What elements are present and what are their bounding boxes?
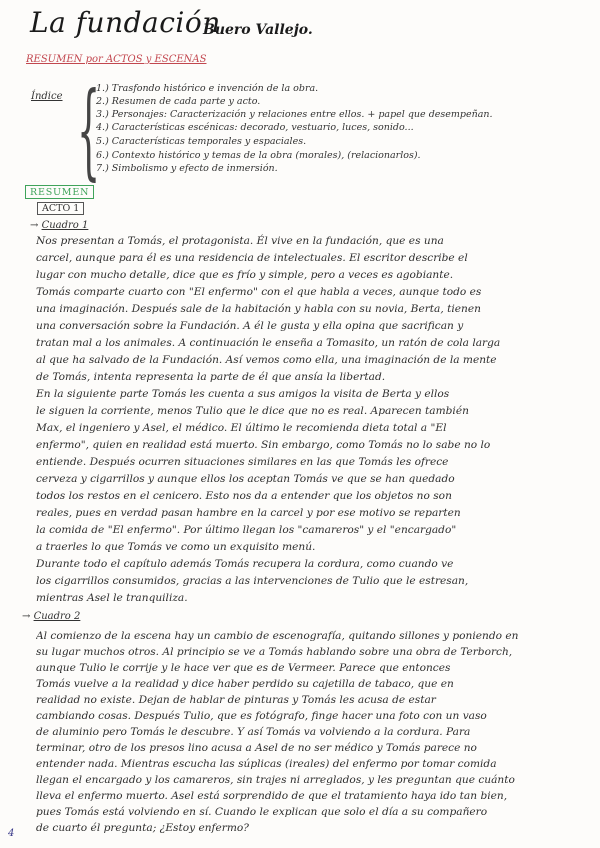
text-line: una conversación sobre la Fundación. A él le gusta y ella opina que sacrifican y [36, 320, 464, 332]
index-item: 2.) Resumen de cada parte y acto. [96, 96, 261, 107]
index-label: Índice [31, 91, 63, 102]
page-title: La fundación [30, 6, 221, 39]
text-line: una imaginación. Después sale de la habitación y habla con su novia, Berta, tienen [36, 303, 481, 315]
text-line: la comida de "El enfermo". Por último llegan los "camareros" y el "encargado" [36, 524, 457, 536]
text-line: Max, el ingeniero y Asel, el médico. El último le recomienda dieta total a "El [36, 422, 447, 434]
text-line: cambiando cosas. Después Tulio, que es fotógrafo, finge hacer una foto con un vaso [36, 710, 487, 722]
text-line: todos los restos en el cenicero. Esto nos da a entender que los objetos no son [36, 490, 452, 502]
text-line: realidad no existe. Dejan de hablar de pinturas y Tomás les acusa de estar [36, 694, 436, 706]
text-line: aunque Tulio le corrije y le hace ver que es de Vermeer. Parece que entonces [36, 662, 451, 674]
index-item: 7.) Simbolismo y efecto de inmersión. [96, 163, 278, 174]
subheading: RESUMEN por ACTOS y ESCENAS [26, 54, 207, 65]
index-item: 1.) Trasfondo histórico e invención de la obra. [96, 83, 319, 94]
index-item: 3.) Personajes: Caracterización y relaciones entre ellos. + papel que desempeñan. [96, 109, 493, 120]
section-label-resumen: RESUMEN [25, 185, 94, 199]
index-item: 4.) Características escénicas: decorado, vestuario, luces, sonido... [96, 122, 414, 133]
text-line: los cigarrillos consumidos, gracias a las intervenciones de Tulio que le estresan, [36, 575, 469, 587]
text-line: de aluminio pero Tomás le descubre. Y así Tomás va volviendo a la cordura. Para [36, 726, 471, 738]
scene-heading-2 [22, 611, 80, 622]
text-line: lugar con mucho detalle, dice que es frío y simple, pero a veces es agobiante. [36, 269, 454, 281]
margin-mark: 4 [8, 828, 15, 839]
index-item: 5.) Características temporales y espaciales. [96, 136, 307, 147]
text-line: lleva el enfermo muerto. Asel está sorprendido de que el tratamiento haya ido tan bien, [36, 790, 508, 802]
index-item: 6.) Contexto histórico y temas de la obra (morales), (relacionarlos). [96, 150, 421, 161]
text-line: Tomás vuelve a la realidad y dice haber perdido su cajetilla de tabaco, que en [36, 678, 454, 690]
text-line: al que ha salvado de la Fundación. Así vemos como ella, una imaginación de la mente [36, 354, 497, 366]
arrow-icon: → [30, 220, 42, 231]
text-line: cerveza y cigarrillos y aunque ellos los aceptan Tomás ve que se han quedado [36, 473, 455, 485]
text-line: a traerles lo que Tomás ve como un exquisito menú. [36, 541, 316, 553]
index-brace: { [77, 69, 101, 191]
text-line: su lugar muchos otros. Al principio se ve a Tomás hablando sobre una obra de Terborch, [36, 646, 513, 658]
text-line: enfermo", quien en realidad está muerto. Sin embargo, como Tomás no lo sabe no lo [36, 439, 491, 451]
text-line: entiende. Después ocurren situaciones similares en las que Tomás les ofrece [36, 456, 449, 468]
text-line: reales, pues en verdad pasan hambre en la carcel y por ese motivo se reparten [36, 507, 461, 519]
text-line: pues Tomás está volviendo en sí. Cuando le explican que solo el día a su compañero [36, 806, 488, 818]
text-line: de cuarto él pregunta; ¿Estoy enfermo? [36, 822, 249, 834]
text-line: entender nada. Mientras escucha las súplicas (ireales) del enfermo por tomar comida [36, 758, 497, 770]
text-line: Nos presentan a Tomás, el protagonista. Él vive en la fundación, que es una [36, 235, 444, 247]
act-label: ACTO 1 [37, 202, 84, 215]
text-line: llegan el encargado y los camareros, sin trajes ni arreglados, y les preguntan que cuánto [36, 774, 515, 786]
scene-heading-text: Cuadro 1 [41, 220, 89, 231]
text-line: terminar, otro de los presos lino acusa a Asel de no ser médico y Tomás parece no [36, 742, 477, 754]
text-line: tratan mal a los animales. A continuación le enseña a Tomasito, un ratón de cola larga [36, 337, 501, 349]
text-line: de Tomás, intenta representa la parte de él que ansía la libertad. [36, 371, 386, 383]
text-line: En la siguiente parte Tomás les cuenta a sus amigos la visita de Berta y ellos [36, 388, 450, 400]
text-line: mientras Asel le tranquiliza. [36, 592, 188, 604]
author-name: Buero Vallejo. [203, 22, 313, 38]
arrow-icon: → [22, 611, 34, 622]
text-line: carcel, aunque para él es una residencia de intelectuales. El escritor describe el [36, 252, 468, 264]
scene-heading-text: Cuadro 2 [33, 611, 81, 622]
scene-heading-1 [30, 220, 88, 231]
text-line: le siguen la corriente, menos Tulio que le dice que no es real. Aparecen también [36, 405, 469, 417]
text-line: Al comienzo de la escena hay un cambio de escenografía, quitando sillones y poniendo en [36, 630, 519, 642]
text-line: Tomás comparte cuarto con "El enfermo" con el que habla a veces, aunque todo es [36, 286, 482, 298]
text-line: Durante todo el capítulo además Tomás recupera la cordura, como cuando ve [36, 558, 454, 570]
